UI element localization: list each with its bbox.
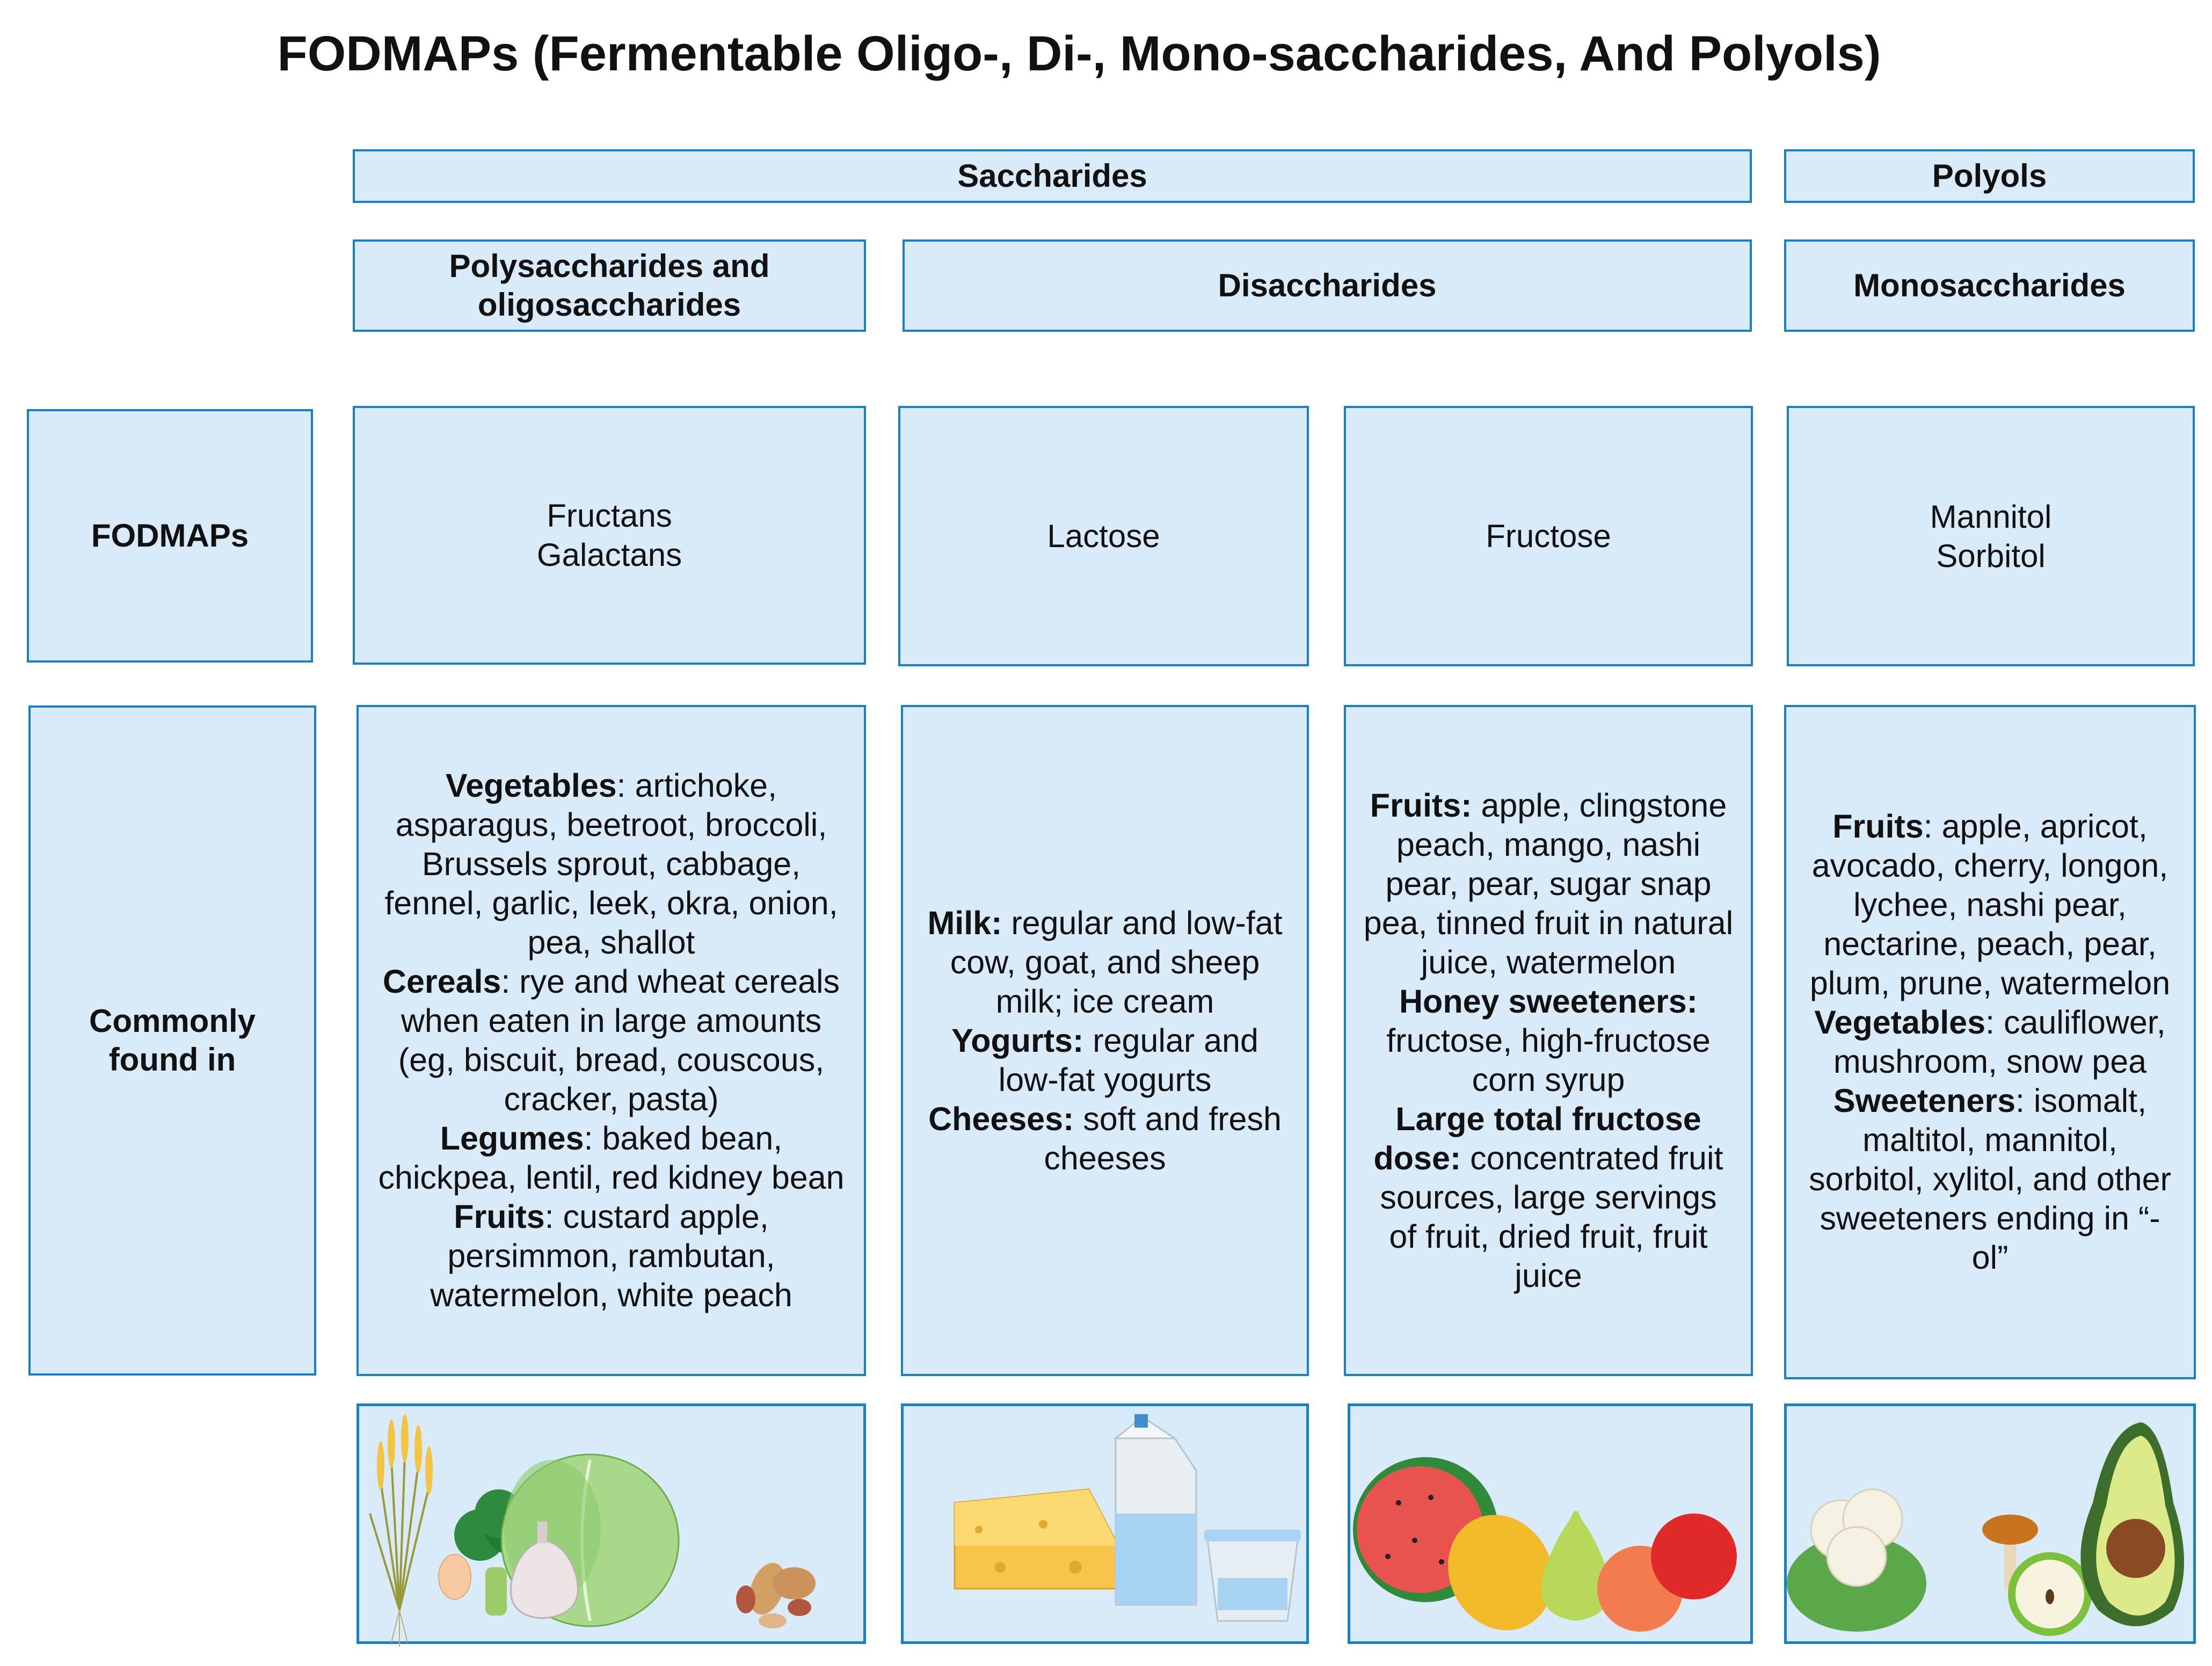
found-in-mono-list (1362, 786, 1735, 1296)
found-in-item (919, 1100, 1291, 1178)
category-text: cauliflower, mushroom, snow pea (1833, 1004, 2166, 1080)
header-disaccharides-label: Disaccharides (1218, 267, 1437, 303)
separator: : (584, 1120, 602, 1156)
category-text: artichoke, asparagus, beetroot, broccoli, Brussels sprout, cabbage, fennel, garlic, leek, okra, onion, pea, shallot (384, 767, 838, 961)
category-text: concentrated fruit sources, large servings of fruit, dried fruit, fruit juice (1380, 1139, 1723, 1294)
category-label: Fruits (1832, 808, 1924, 845)
category-text: soft and fresh cheeses (1044, 1100, 1282, 1176)
header-polyols-label: Polyols (1932, 158, 2047, 194)
category-label: Vegetables (1814, 1004, 1986, 1041)
illustration-oligo (356, 1403, 866, 1644)
illustration-di (901, 1403, 1309, 1644)
header-disaccharides (903, 239, 1752, 332)
row-label-fodmaps (27, 409, 313, 663)
fodmap-lactose: Lactose (1047, 518, 1160, 554)
category-text: apple, clingstone peach, mango, nashi pear, pear, sugar snap pea, tinned fruit in natural juice, watermelon (1363, 787, 1734, 980)
page-title: FODMAPs (Fermentable Oligo-, Di-, Mono-saccharides, And Polyols) (277, 26, 1881, 81)
found-in-item (1362, 982, 1735, 1100)
category-text: baked bean, chickpea, lentil, red kidney bean (378, 1120, 845, 1196)
found-in-oligo-list (375, 766, 848, 1315)
category-label: Large total fructose dose: (1373, 1100, 1701, 1176)
category-text: isomalt, maltitol, mannitol, sorbitol, xylitol, and other sweeteners ending in “-ol” (1809, 1082, 2171, 1276)
fodmap-cell-di (898, 406, 1309, 666)
fodmap-sorbitol: Sorbitol (1936, 537, 2046, 574)
fodmap-mannitol: Mannitol (1930, 498, 2052, 535)
separator (1074, 1101, 1083, 1137)
found-in-di (901, 705, 1309, 1376)
category-text: fructose, high-fructose corn syrup (1386, 1022, 1711, 1098)
category-label: Honey sweeteners: (1399, 983, 1698, 1020)
separator: : (501, 963, 520, 1000)
milk-carton-icon (1116, 1414, 1196, 1605)
separator: : (1985, 1004, 2004, 1041)
apple-icon (1651, 1514, 1737, 1599)
fodmap-cell-mono (1344, 406, 1753, 666)
found-in-polyol (1784, 705, 2196, 1379)
header-polysaccharides-line1: Polysaccharides and (449, 248, 770, 284)
found-in-item (1802, 807, 2178, 1003)
category-label: Legumes (440, 1120, 584, 1156)
separator: : (544, 1198, 563, 1235)
separator: : (1923, 808, 1942, 845)
yogurt-icon (1204, 1530, 1301, 1621)
avocado-icon (2080, 1422, 2184, 1626)
category-text: apple, apricot, avocado, cherry, longon, lychee, nashi pear, nectarine, peach, pear, plum, prune, watermelon (1809, 808, 2171, 1001)
found-in-item (1802, 1003, 2178, 1081)
category-text: regular and low-fat yogurts (998, 1022, 1258, 1098)
cheese-icon (955, 1489, 1118, 1589)
found-in-item (1362, 1100, 1735, 1296)
category-text: rye and wheat cereals when eaten in large amounts (eg, biscuit, bread, couscous, cracker, pasta) (398, 963, 840, 1117)
header-polyols (1784, 149, 2195, 203)
illustration-polyol (1784, 1403, 2196, 1644)
category-label: Fruits: (1370, 787, 1472, 824)
separator: : (616, 767, 635, 804)
category-label: Cheeses: (928, 1100, 1074, 1137)
category-text: custard apple, persimmon, rambutan, watermelon, white peach (430, 1198, 792, 1313)
fodmap-cell-oligo (353, 406, 866, 665)
found-in-item (1362, 786, 1735, 982)
found-in-di-list (919, 904, 1291, 1178)
separator (1472, 787, 1481, 824)
header-monosaccharides-label: Monosaccharides (1853, 267, 2126, 303)
category-label: Cereals (382, 963, 501, 1000)
fodmap-fructose: Fructose (1486, 518, 1611, 554)
illustration-mono (1348, 1403, 1753, 1644)
category-label: Milk: (927, 904, 1002, 941)
found-in-item (919, 904, 1291, 1021)
category-label: Fruits (454, 1198, 545, 1235)
row-label-commonly-line2: found in (108, 1042, 236, 1078)
header-saccharides (353, 149, 1752, 203)
found-in-item (375, 1197, 848, 1315)
found-in-oligo (356, 705, 866, 1376)
found-in-item (375, 766, 848, 962)
found-in-item (375, 1119, 848, 1197)
row-label-commonly-line1: Commonly (89, 1003, 256, 1039)
header-saccharides-label: Saccharides (957, 158, 1147, 194)
separator (1002, 905, 1011, 941)
peanuts-icon (736, 1558, 816, 1628)
separator (1461, 1140, 1470, 1176)
row-label-fodmaps-text: FODMAPs (91, 518, 249, 554)
fodmap-galactans: Galactans (536, 537, 682, 573)
wheat-icon (370, 1414, 433, 1647)
fodmap-cell-polyol (1787, 406, 2195, 666)
category-label: Sweeteners (1833, 1082, 2015, 1119)
cauliflower-icon (1787, 1489, 1926, 1632)
row-label-commonly-found (28, 705, 316, 1376)
category-text: regular and low-fat cow, goat, and sheep milk; ice cream (950, 904, 1283, 1020)
category-label: Yogurts: (951, 1022, 1084, 1059)
found-in-item (919, 1021, 1291, 1100)
chickpea-icon (439, 1554, 471, 1599)
pear-icon (1541, 1511, 1610, 1621)
found-in-item (1802, 1081, 2178, 1277)
separator: : (2015, 1082, 2034, 1119)
fodmap-fructans: Fructans (547, 498, 672, 534)
found-in-mono (1344, 705, 1753, 1376)
header-monosaccharides (1784, 239, 2195, 332)
category-label: Vegetables (445, 767, 617, 804)
header-polysaccharides-line2: oligosaccharides (477, 287, 741, 323)
separator (1083, 1022, 1093, 1059)
found-in-item (375, 962, 848, 1119)
found-in-polyol-list (1802, 807, 2178, 1277)
header-polysaccharides (353, 239, 866, 332)
apple-half-icon (2008, 1552, 2092, 1636)
